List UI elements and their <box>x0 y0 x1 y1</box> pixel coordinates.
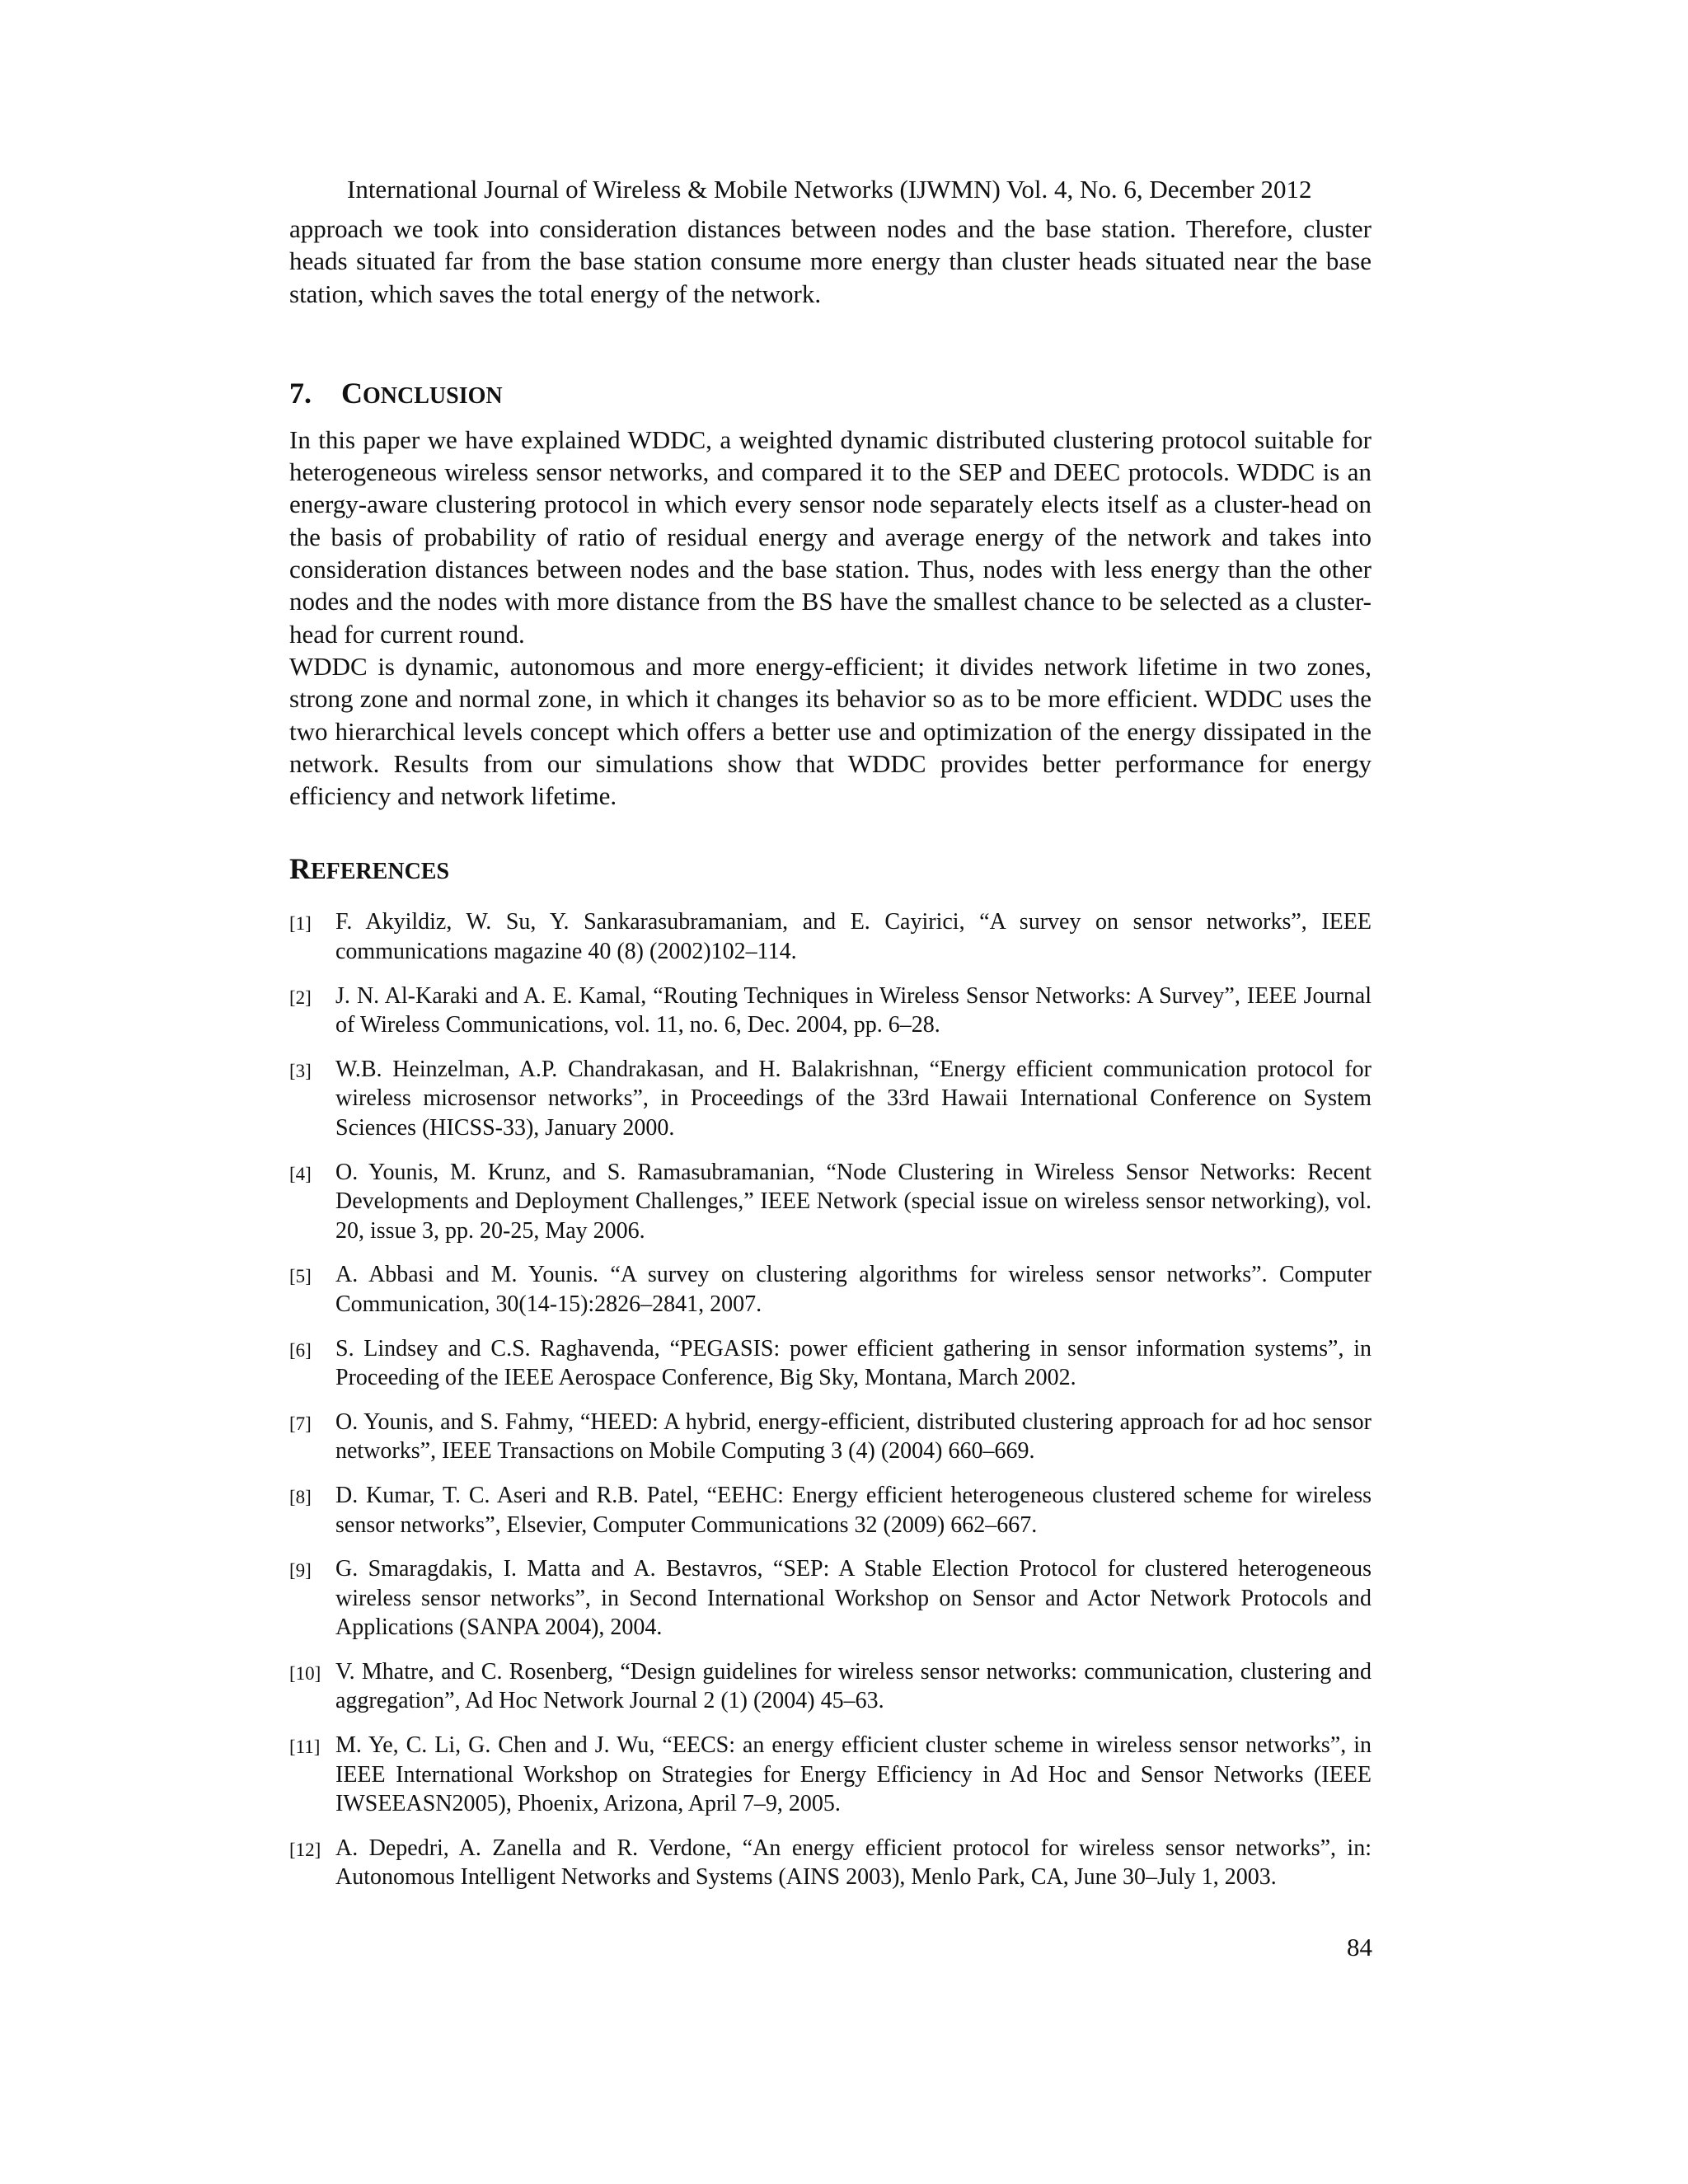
section-title-initial: C <box>341 376 363 410</box>
reference-number: [5] <box>289 1266 312 1287</box>
reference-item <box>289 1260 1372 1319</box>
section-title-rest: ONCLUSION <box>363 382 503 409</box>
reference-text: W.B. Heinzelman, A.P. Chandrakasan, and H. Balakrishnan, “Energy efficient communication protocol for wireless microsensor networks”, in Proceedings of the 33rd Hawaii International Conference on System Sciences (HICSS-33), January 2000. <box>335 1056 1372 1141</box>
reference-number: [12] <box>289 1839 321 1860</box>
reference-item <box>289 1731 1372 1819</box>
reference-number: [9] <box>289 1559 312 1581</box>
references-title-rest: EFERENCES <box>311 859 450 885</box>
reference-text: O. Younis, M. Krunz, and S. Ramasubramanian, “Node Clustering in Wireless Sensor Networks: Recent Developments and Deployment Challenges,” IEEE Network (special issue on wireless sensor networking), vol. 20, issue 3, pp. 20-25, May 2006. <box>335 1159 1372 1244</box>
reference-item <box>289 1158 1372 1246</box>
reference-list <box>289 907 1372 1892</box>
page-content <box>289 213 1372 1907</box>
reference-number: [1] <box>289 913 312 935</box>
reference-text: S. Lindsey and C.S. Raghavenda, “PEGASIS: power efficient gathering in sensor information systems”, in Proceeding of the IEEE Aerospace Conference, Big Sky, Montana, March 2002. <box>335 1335 1372 1391</box>
reference-text: J. N. Al-Karaki and A. E. Kamal, “Routing Techniques in Wireless Sensor Networks: A Survey”, IEEE Journal of Wireless Communications, vol. 11, no. 6, Dec. 2004, pp. 6–28. <box>335 982 1372 1038</box>
reference-number: [7] <box>289 1413 312 1434</box>
reference-item <box>289 1408 1372 1467</box>
section-number: 7. <box>289 376 312 410</box>
reference-text: A. Depedri, A. Zanella and R. Verdone, “An energy efficient protocol for wireless sensor networks”, in: Autonomous Intelligent Networks and Systems (AINS 2003), Menlo Park, CA, June 30–July 1, 2003. <box>335 1835 1372 1891</box>
reference-text: D. Kumar, T. C. Aseri and R.B. Patel, “EEHC: Energy efficient heterogeneous clustered scheme for wireless sensor networks”, Elsevier, Computer Communications 32 (2009) 662–667. <box>335 1482 1372 1538</box>
reference-item <box>289 1657 1372 1717</box>
references-title-initial: R <box>289 852 311 886</box>
reference-item <box>289 982 1372 1041</box>
reference-text: F. Akyildiz, W. Su, Y. Sankarasubramaniam, and E. Cayirici, “A survey on sensor networks”, IEEE communications magazine 40 (8) (2002)102–114. <box>335 909 1372 965</box>
reference-item <box>289 1554 1372 1643</box>
reference-number: [6] <box>289 1339 312 1361</box>
reference-text: A. Abbasi and M. Younis. “A survey on clustering algorithms for wireless sensor networks”. Computer Communication, 30(14-15):2826–2841, 2007. <box>335 1262 1372 1318</box>
reference-number: [3] <box>289 1060 312 1081</box>
reference-number: [10] <box>289 1662 321 1684</box>
conclusion-heading <box>289 374 1372 415</box>
reference-number: [2] <box>289 987 312 1008</box>
page-number: 84 <box>1347 1933 1372 1961</box>
reference-number: [8] <box>289 1486 312 1507</box>
reference-item <box>289 1481 1372 1540</box>
references-heading <box>289 850 1372 891</box>
reference-text: M. Ye, C. Li, G. Chen and J. Wu, “EECS: an energy efficient cluster scheme in wireless sensor networks”, in IEEE International Workshop on Strategies for Energy Efficiency in Ad Hoc and Sensor Networks (IEEE IWSEEASN2005), Phoenix, Arizona, April 7–9, 2005. <box>335 1732 1372 1817</box>
reference-text: G. Smaragdakis, I. Matta and A. Bestavros, “SEP: A Stable Election Protocol for clustered heterogeneous wireless sensor networks”, in Second International Workshop on Sensor and Actor Network Protocols and Applications (SANPA 2004), 2004. <box>335 1555 1372 1641</box>
intro-paragraph: approach we took into consideration distances between nodes and the base station. Therefore, cluster heads situated far from the base station consume more energy than cluster heads situated near the base station, which saves the total energy of the network. <box>289 214 1372 308</box>
reference-text: V. Mhatre, and C. Rosenberg, “Design guidelines for wireless sensor networks: communication, clustering and aggregation”, Ad Hoc Network Journal 2 (1) (2004) 45–63. <box>335 1658 1372 1714</box>
reference-item <box>289 907 1372 967</box>
reference-text: O. Younis, and S. Fahmy, “HEED: A hybrid, energy-efficient, distributed clustering approach for ad hoc sensor networks”, IEEE Transactions on Mobile Computing 3 (4) (2004) 660–669. <box>335 1408 1372 1465</box>
conclusion-paragraph-1: In this paper we have explained WDDC, a weighted dynamic distributed clustering protocol suitable for heterogeneous wireless sensor networks, and compared it to the SEP and DEEC protocols. WDDC is an energy-aware clustering protocol in which every sensor node separately elects itself as a cluster-head on the basis of probability of ratio of residual energy and average energy of the network and takes into consideration distances between nodes and the base station. Thus, nodes with less energy than the other nodes and the nodes with more distance from the BS have the smallest chance to be selected as a cluster-head for current round. <box>289 424 1372 649</box>
reference-number: [11] <box>289 1736 321 1757</box>
reference-item <box>289 1834 1372 1893</box>
reference-item <box>289 1334 1372 1394</box>
reference-item <box>289 1055 1372 1143</box>
conclusion-paragraph-2: WDDC is dynamic, autonomous and more energy-efficient; it divides network lifetime in two zones, strong zone and normal zone, in which it changes its behavior so as to be more efficient. WDDC uses the two hierarchical levels concept which offers a better use and optimization of the energy dissipated in the network. Results from our simulations show that WDDC provides better performance for energy efficiency and network lifetime. <box>289 651 1372 811</box>
running-header: International Journal of Wireless & Mobile Networks (IJWMN) Vol. 4, No. 6, December 2012 <box>347 175 1312 204</box>
reference-number: [4] <box>289 1163 312 1184</box>
